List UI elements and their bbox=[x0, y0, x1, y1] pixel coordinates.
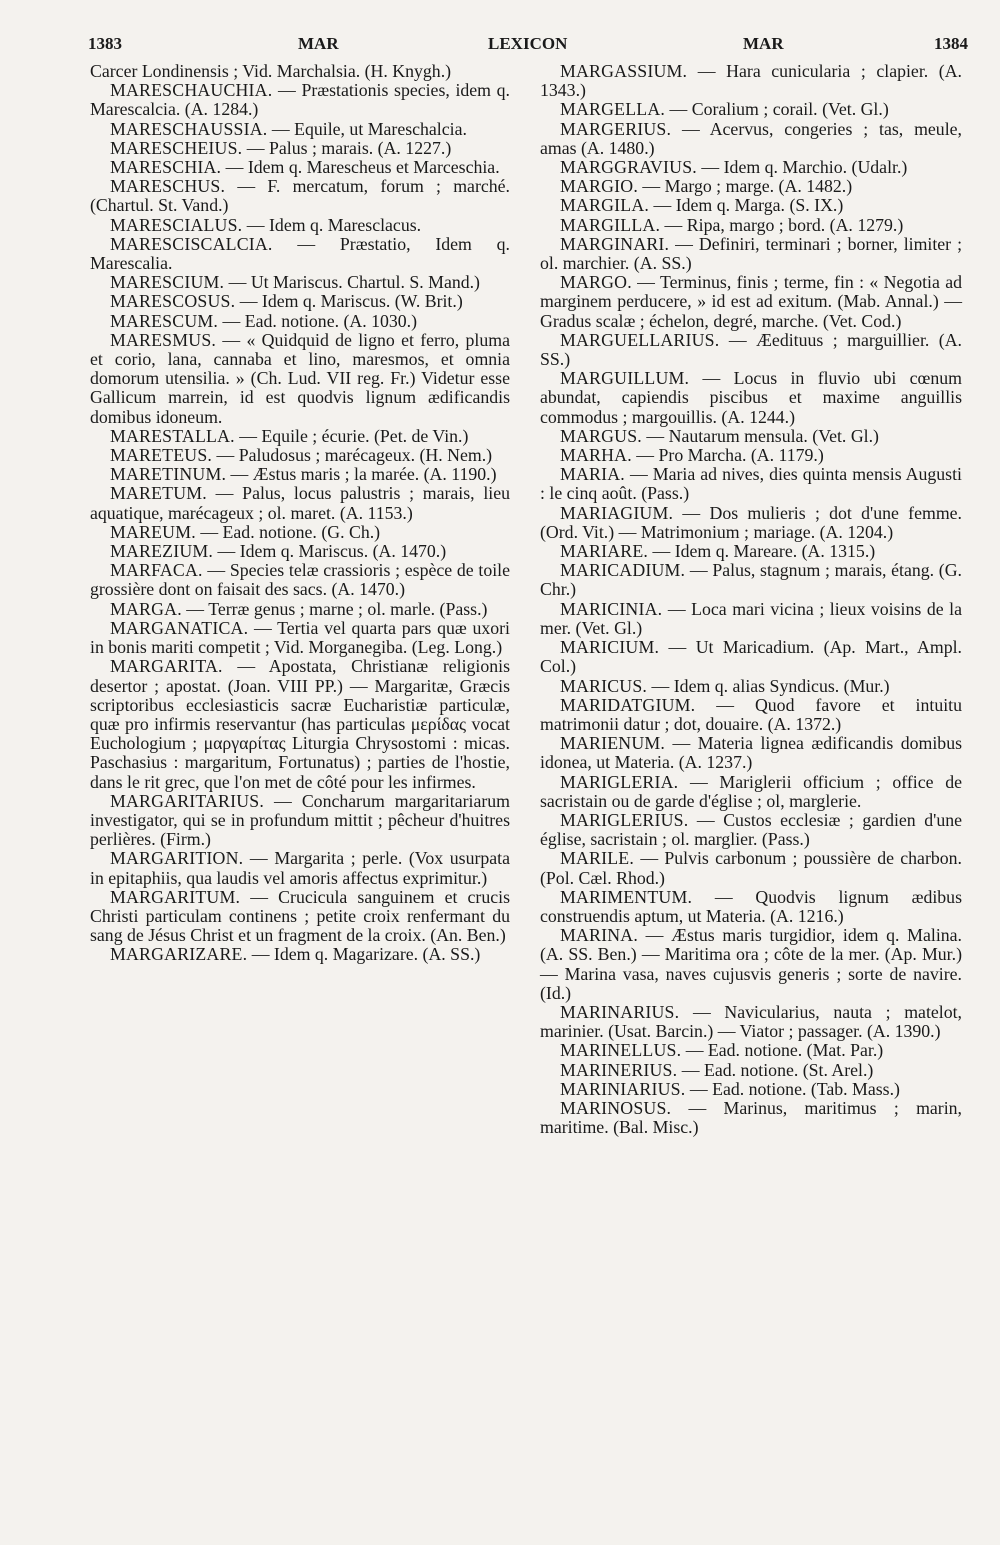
headword: MARINIARIUS. bbox=[560, 1078, 686, 1099]
dictionary-entry bbox=[90, 446, 510, 465]
dictionary-entry bbox=[90, 792, 510, 850]
definition: — Idem q. Magarizare. (A. SS.) bbox=[251, 944, 481, 965]
running-head bbox=[88, 34, 968, 60]
headword: MARINERIUS. bbox=[560, 1059, 678, 1080]
dictionary-entry bbox=[540, 235, 962, 273]
definition: — Apostata, Christianæ religionis desertor ; apostat. (Joan. VIII PP.) — Margaritæ, Græcis scriptoribus ecclesiasticis sacræ Eucharistiæ particulæ, quæ pro infirmis reservantur (has particulas μερίδας vocat Euchologium ; μαργαρίτας Liturgia Chrysostomi : micas. Paschasius : margaritum, Fortunatus) ; parties de l'hostie, dans le rit grec, que l'on met de côté pour les infirmes. bbox=[90, 656, 510, 792]
definition: — Species telæ crassioris ; espèce de toile grossière dont on faisait des sacs. (A. 1470.) bbox=[90, 560, 510, 600]
dictionary-entry bbox=[540, 273, 962, 331]
headword: MARETINUM. bbox=[110, 464, 227, 485]
definition: — Dos mulieris ; dot d'une femme. (Ord. Vit.) — Matrimonium ; mariage. (A. 1204.) bbox=[540, 502, 962, 542]
definition: — « Quidquid de ligno et ferro, pluma et corio, lana, cannaba et lino, maresmos, et omnia domorum utensilia. » (Ch. Lud. VII reg. Fr.) Videtur esse Gallicum marrein, id est quodvis lignum ædificandis domibus idoneum. bbox=[90, 329, 510, 427]
dictionary-entry bbox=[540, 638, 962, 676]
definition: — Idem q. Marchio. (Udalr.) bbox=[701, 157, 908, 178]
dictionary-entry bbox=[540, 1080, 962, 1099]
dictionary-entry bbox=[90, 561, 510, 599]
headword: MARGA. bbox=[110, 598, 182, 619]
dictionary-entry bbox=[540, 62, 962, 100]
definition: — Acervus, congeries ; tas, meule, amas (A. 1480.) bbox=[540, 118, 962, 158]
dictionary-entry bbox=[90, 600, 510, 619]
headword: MARGUELLARIUS. bbox=[560, 329, 720, 350]
headword: MARGGRAVIUS. bbox=[560, 157, 697, 178]
dictionary-entry bbox=[90, 888, 510, 946]
headword: MARINA. bbox=[560, 925, 638, 946]
dictionary-entry bbox=[540, 542, 962, 561]
headword: MARESCUM. bbox=[110, 310, 219, 331]
definition: — Ead. notione. (G. Ch.) bbox=[200, 521, 381, 542]
headword: MARGARITION. bbox=[110, 848, 244, 869]
headword: MARIGLERIA. bbox=[560, 771, 679, 792]
definition: — Equile, ut Mareschalcia. bbox=[271, 118, 467, 139]
dictionary-entry bbox=[90, 619, 510, 657]
headword: MARGILLA. bbox=[560, 214, 661, 235]
dictionary-entry bbox=[90, 139, 510, 158]
dictionary-entry bbox=[540, 196, 962, 215]
guide-word-left: MAR bbox=[298, 34, 339, 53]
definition: — Ead. notione. (Mat. Par.) bbox=[685, 1040, 884, 1061]
headword: MARINELLUS. bbox=[560, 1040, 682, 1061]
dictionary-entry bbox=[540, 811, 962, 849]
headword: MARESCIUM. bbox=[110, 272, 225, 293]
definition: — Paludosus ; marécageux. (H. Nem.) bbox=[216, 445, 493, 466]
dictionary-entry bbox=[540, 1003, 962, 1041]
headword: MARGARIZARE. bbox=[110, 944, 248, 965]
definition: — Terminus, finis ; terme, fin : « Negotia ad marginem perducere, » id est ad exitum. (Mab. Annal.) — Gradus scalæ ; échelon, degré, marche. (Vet. Cod.) bbox=[540, 272, 962, 331]
dictionary-entry bbox=[540, 926, 962, 1003]
dictionary-entry bbox=[90, 523, 510, 542]
headword: MARINOSUS. bbox=[560, 1097, 672, 1118]
headword: MARESCHAUSSIA. bbox=[110, 118, 268, 139]
headword: MARGERIUS. bbox=[560, 118, 672, 139]
headword: MARESMUS. bbox=[110, 329, 217, 350]
headword: MARETUM. bbox=[110, 483, 207, 504]
definition: — Crucicula sanguinem et crucis Christi particulam continens ; petite croix renfermant du sang de Jésus Christ et un fragment de la croix. (An. Ben.) bbox=[90, 886, 510, 946]
definition: — Pulvis carbonum ; poussière de charbon. (Pol. Cæl. Rhod.) bbox=[540, 848, 962, 888]
page-number-right: 1384 bbox=[934, 34, 968, 53]
headword: MARESCOSUS. bbox=[110, 291, 236, 312]
definition: — Definiri, terminari ; borner, limiter ; ol. marchier. (A. SS.) bbox=[540, 233, 963, 274]
headword: MARICADIUM. bbox=[560, 560, 686, 581]
dictionary-entry bbox=[90, 542, 510, 561]
definition: — Mariglerii officium ; office de sacristain ou de garde d'église ; ol, marglerie. bbox=[540, 771, 962, 811]
dictionary-entry bbox=[540, 158, 962, 177]
dictionary-entry bbox=[90, 465, 510, 484]
definition: — Idem q. Marescheus et Marceschia. bbox=[225, 157, 500, 178]
definition: — Idem q. Maresclacus. bbox=[246, 214, 422, 235]
headword: MARILE. bbox=[560, 848, 635, 869]
definition: — Æstus maris ; la marée. (A. 1190.) bbox=[230, 464, 497, 485]
headword: MARESCHAUCHIA. bbox=[110, 80, 273, 101]
headword: MARIENUM. bbox=[560, 733, 666, 754]
dictionary-entry bbox=[90, 427, 510, 446]
dictionary-entry bbox=[90, 81, 510, 119]
definition: — Præstatio, Idem q. Marescalia. bbox=[90, 233, 510, 274]
headword: MAREZIUM. bbox=[110, 541, 214, 562]
definition: — Materia lignea ædificandis domibus idonea, ut Materia. (A. 1237.) bbox=[540, 733, 963, 773]
definition: — Idem q. alias Syndicus. (Mur.) bbox=[651, 675, 890, 696]
definition: — Pro Marcha. (A. 1179.) bbox=[636, 445, 824, 466]
definition: — Terræ genus ; marne ; ol. marle. (Pass.) bbox=[186, 598, 488, 619]
headword: MARFACA. bbox=[110, 560, 203, 581]
headword: MARICIUM. bbox=[560, 637, 660, 658]
headword: MARETEUS. bbox=[110, 445, 213, 466]
dictionary-entry bbox=[540, 465, 962, 503]
dictionary-entry bbox=[90, 331, 510, 427]
dictionary-entry bbox=[540, 677, 962, 696]
definition: — Æedituus ; marguillier. (A. SS.) bbox=[540, 329, 963, 370]
headword: MARIGLERIUS. bbox=[560, 809, 689, 830]
headword: MARGO. bbox=[560, 272, 632, 293]
left-column bbox=[90, 62, 510, 1492]
headword: MARESCHIA. bbox=[110, 157, 222, 178]
definition: — Coralium ; corail. (Vet. Gl.) bbox=[669, 99, 889, 120]
headword: MARIA. bbox=[560, 464, 625, 485]
headword: MARGARITUM. bbox=[110, 886, 241, 907]
headword: MARIAGIUM. bbox=[560, 502, 674, 523]
dictionary-entry bbox=[90, 945, 510, 964]
dictionary-entry bbox=[90, 292, 510, 311]
dictionary-entry bbox=[90, 177, 510, 215]
dictionary-entry bbox=[90, 62, 510, 81]
headword: MARESCHEIUS. bbox=[110, 137, 243, 158]
definition: — Idem q. Marga. (S. IX.) bbox=[653, 195, 844, 216]
headword: MAREUM. bbox=[110, 521, 196, 542]
definition: — Margarita ; perle. (Vox usurpata in epitaphiis, qua laudis vel amoris affectus exprimitur.) bbox=[90, 848, 510, 888]
definition: — Præstationis species, idem q. Marescalcia. (A. 1284.) bbox=[90, 80, 510, 120]
dictionary-entry bbox=[540, 331, 962, 369]
definition: — Palus, stagnum ; marais, étang. (G. Chr.) bbox=[540, 560, 962, 600]
dictionary-entry bbox=[540, 888, 962, 926]
dictionary-entry bbox=[540, 734, 962, 772]
dictionary-entry bbox=[90, 235, 510, 273]
running-title: LEXICON bbox=[488, 34, 568, 53]
dictionary-entry bbox=[90, 158, 510, 177]
dictionary-entry bbox=[540, 446, 962, 465]
dictionary-entry bbox=[540, 177, 962, 196]
dictionary-entry bbox=[90, 216, 510, 235]
definition: — Ead. notione. (St. Arel.) bbox=[681, 1059, 874, 1080]
dictionary-entry bbox=[540, 600, 962, 638]
definition: — Ut Maricadium. (Ap. Mart., Ampl. Col.) bbox=[540, 637, 962, 677]
dictionary-entry bbox=[540, 369, 962, 427]
page-number-left: 1383 bbox=[88, 34, 122, 53]
definition: — Concharum margaritariarum investigator, qui se in profundum mittit ; pêcheur d'huitres perlières. (Firm.) bbox=[90, 790, 510, 850]
definition: — Tertia vel quarta pars quæ uxori in bonis mariti competit ; Vid. Morganegiba. (Leg. Long.) bbox=[90, 617, 510, 658]
headword: MARINARIUS. bbox=[560, 1001, 680, 1022]
headword: MARGUILLUM. bbox=[560, 368, 690, 389]
headword: MARICINIA. bbox=[560, 598, 663, 619]
dictionary-entry bbox=[540, 1041, 962, 1060]
definition: — Ripa, margo ; bord. (A. 1279.) bbox=[664, 214, 904, 235]
definition: — Quod favore et intuitu matrimonii datur ; dot, douaire. (A. 1372.) bbox=[540, 694, 962, 734]
definition: — Palus, locus palustris ; marais, lieu aquatique, marécageux ; ol. maret. (A. 1153.) bbox=[90, 483, 510, 523]
dictionary-entry bbox=[90, 849, 510, 887]
headword: MARIMENTUM. bbox=[560, 886, 693, 907]
dictionary-entry bbox=[540, 100, 962, 119]
headword: MARGASSIUM. bbox=[560, 61, 688, 81]
definition: — Hara cuniculariа ; clapier. (A. 1343.) bbox=[540, 61, 962, 101]
headword: MARESCHUS. bbox=[110, 176, 226, 197]
definition: — Ut Mariscus. Chartul. S. Mand.) bbox=[228, 272, 480, 293]
definition: — Custos ecclesiæ ; gardien d'une église, sacristain ; ol. marglier. (Pass.) bbox=[540, 809, 962, 850]
definition: — Margo ; marge. (A. 1482.) bbox=[642, 176, 853, 197]
definition: — Idem q. Mariscus. (A. 1470.) bbox=[217, 541, 447, 562]
dictionary-entry bbox=[90, 484, 510, 522]
headword: MARGIO. bbox=[560, 176, 638, 197]
dictionary-entry bbox=[540, 216, 962, 235]
definition: — Ead. notione. (Tab. Mass.) bbox=[689, 1078, 900, 1099]
dictionary-entry bbox=[90, 120, 510, 139]
dictionary-entry bbox=[540, 561, 962, 599]
headword: MARESCISCALCIA. bbox=[110, 233, 273, 254]
headword: MARHA. bbox=[560, 445, 632, 466]
dictionary-entry bbox=[90, 312, 510, 331]
dictionary-entry bbox=[540, 773, 962, 811]
headword: MARIDATGIUM. bbox=[560, 694, 696, 715]
definition: — Locus in fluvio ubi cœnum abundat, capiendis piscibus et maxime anguillis commodus ; margouillis. (A. 1244.) bbox=[540, 368, 962, 427]
definition: — Æstus maris turgidior, idem q. Malina. (A. SS. Ben.) — Maritima ora ; côte de la mer. (Ap. Mur.) — Marina vasa, naves cujusvis generis ; sorte de navire. (Id.) bbox=[540, 925, 962, 1003]
dictionary-entry bbox=[540, 504, 962, 542]
dictionary-entry bbox=[90, 657, 510, 791]
dictionary-entry bbox=[540, 427, 962, 446]
definition: — Nautarum mensula. (Vet. Gl.) bbox=[646, 425, 879, 446]
headword: MARGILA. bbox=[560, 195, 650, 216]
right-column bbox=[540, 62, 962, 1492]
definition: — Idem q. Mareare. (A. 1315.) bbox=[652, 541, 876, 562]
definition: — Idem q. Mariscus. (W. Brit.) bbox=[239, 291, 463, 312]
dictionary-entry bbox=[540, 1099, 962, 1137]
headword: MARGARITARIUS. bbox=[110, 790, 265, 811]
definition: — Loca mari vicina ; lieux voisins de la mer. (Vet. Gl.) bbox=[540, 598, 962, 638]
dictionary-entry bbox=[540, 1061, 962, 1080]
headword: MARGUS. bbox=[560, 425, 642, 446]
dictionary-entry bbox=[540, 120, 962, 158]
headword: MARGANATICA. bbox=[110, 617, 249, 638]
dictionary-entry bbox=[90, 273, 510, 292]
headword: MARESTALLA. bbox=[110, 425, 235, 446]
definition: — Equile ; écurie. (Pet. de Vin.) bbox=[239, 425, 469, 446]
headword: MARGARITA. bbox=[110, 656, 223, 677]
definition: — Palus ; marais. (A. 1227.) bbox=[246, 137, 452, 158]
definition: — F. mercatum, forum ; marché. (Chartul. St. Vand.) bbox=[90, 176, 510, 216]
headword: MARICUS. bbox=[560, 675, 648, 696]
definition: — Marinus, maritimus ; marin, maritime. (Bal. Misc.) bbox=[540, 1097, 962, 1138]
dictionary-entry bbox=[540, 849, 962, 887]
headword: MARESCIALUS. bbox=[110, 214, 243, 235]
dictionary-entry bbox=[540, 696, 962, 734]
headword: MARIARE. bbox=[560, 541, 649, 562]
headword: MARGINARI. bbox=[560, 233, 670, 254]
definition: — Maria ad nives, dies quinta mensis Augusti : le cinq août. (Pass.) bbox=[540, 464, 962, 504]
definition: — Ead. notione. (A. 1030.) bbox=[222, 310, 418, 331]
headword: MARGELLA. bbox=[560, 99, 666, 120]
definition: Carcer Londinensis ; Vid. Marchalsia. (H. Knygh.) bbox=[90, 61, 452, 81]
guide-word-right: MAR bbox=[743, 34, 784, 53]
definition: — Navicularius, nauta ; matelot, marinier. (Usat. Barcin.) — Viator ; passager. (A. 1390.) bbox=[540, 1001, 962, 1042]
definition: — Quodvis lignum ædibus construendis aptum, ut Materia. (A. 1216.) bbox=[540, 886, 962, 926]
